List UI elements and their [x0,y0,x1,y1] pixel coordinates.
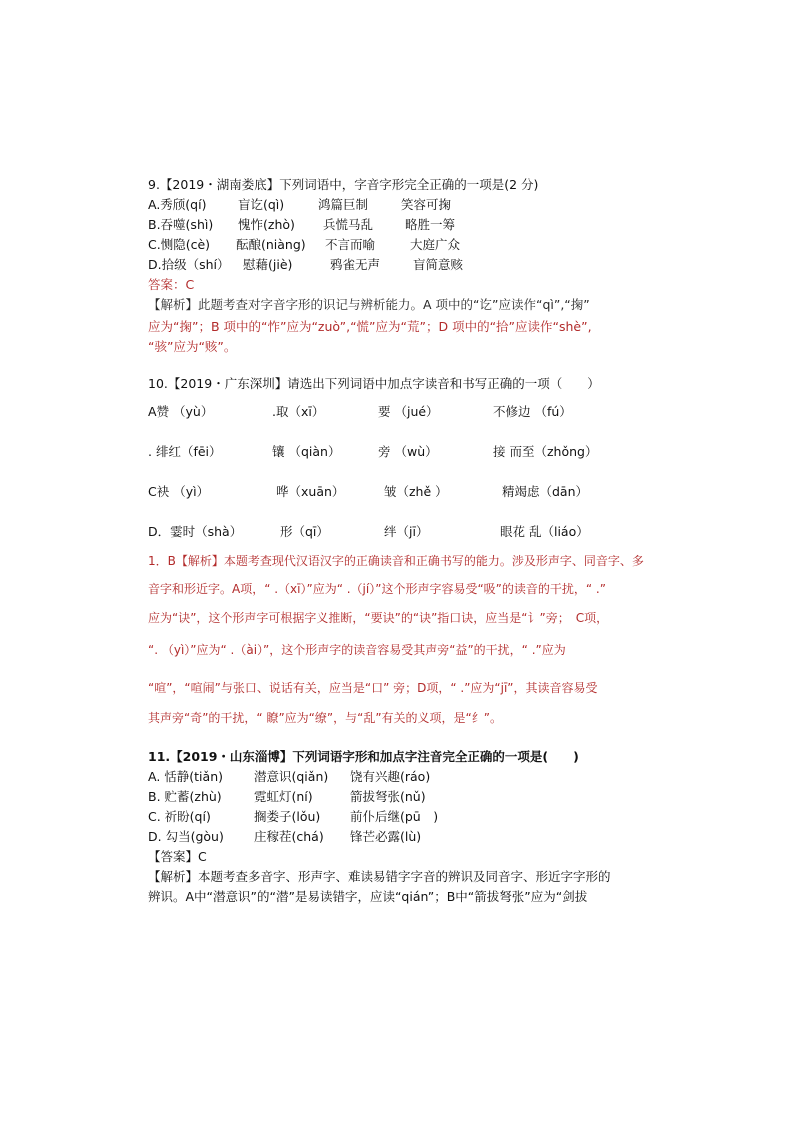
q10-title: 10.【2019・广东深圳】请选出下列词语中加点字读音和书写正确的一项（ ） [148,376,600,391]
q10-row-1-col-3: 要 （jué） [378,404,439,419]
q9-option-c-1: C.恻隐(cè) [148,237,211,252]
q10-row-2-col-1: . 绯红（fēi） [148,444,222,459]
q10-row-1-col-2: .取（xī） [272,404,325,419]
q10-analysis-line-3: 应为“诀”，这个形声字可根据字义推断，“要诀”的“诀”指口诀，应当是“讠”旁； C项， [148,611,609,625]
q10-row-2-col-3: 旁 （wù） [378,444,438,459]
q9-option-b-1: B.吞噬(shì) [148,217,214,232]
q10-analysis-line-2: 音字和形近字。A项，“ .（xī）”应为“ .（jí）”这个形声字容易受“吸”的读音的干扰，“ .” [148,582,606,596]
q9-option-a-3: 鸿篇巨制 [318,197,369,212]
q9-analysis-line-2: 应为“掬”；B 项中的“怍”应为“zuò”,“慌”应为“荒”；D 项中的“拾”应读作“shè”, [148,319,592,334]
q9-analysis-line-3: “骇”应为“赅”。 [148,339,237,354]
q9-option-b-3: 兵慌马乱 [323,217,374,232]
q10-row-2-col-4: 接 而至（zhǒng） [493,444,598,459]
q9-title: 9.【2019・湖南娄底】下列词语中，字音字形完全正确的一项是(2 分) [148,177,539,192]
q9-answer: 答案：C [148,277,195,292]
q10-row-4-col-3: 绊（jī） [384,524,429,539]
q11-analysis-line-2: 辨识。A中“潜意识”的“潜”是易读错字，应读“qián”；B中“箭拔弩张”应为“剑拔 [148,889,588,904]
q9-option-c-4: 大庭广众 [410,237,461,252]
q10-row-4-col-1: D．霎时（shà） [148,524,243,539]
q11-title: 11.【2019・山东淄博】下列词语字形和加点字注音完全正确的一项是( ) [148,749,579,764]
q9-option-b-2: 愧怍(zhò) [238,217,295,232]
q11-option-c-3: 前仆后继(pū ) [350,809,439,824]
q9-option-a-1: A.秀颀(qí) [148,197,207,212]
q9-option-d-1: D.拾级（shí） [148,257,230,272]
q10-row-3-col-2: 哗（xuān） [276,484,345,499]
q11-option-c-2: 搁娄子(lǒu) [254,809,321,824]
q10-analysis-line-6: 其声旁“奇”的干扰，“ 瞭”应为“缭”，与“乱”有关的义项，是“纟”。 [148,711,502,725]
q11-analysis-line-1: 【解析】本题考查多音字、形声字、难读易错字字音的辨识及同音字、形近字字形的 [148,869,611,884]
q10-analysis-line-1: 1．B【解析】本题考查现代汉语汉字的正确读音和正确书写的能力。涉及形声字、同音字、多 [148,554,644,568]
q10-row-1-col-1: A赞 （yù） [148,404,214,419]
q10-analysis-line-4: “. （yì）”应为“ .（ài）”，这个形声字的读音容易受其声旁“益”的干扰，“ .”应为 [148,643,566,657]
q11-option-b-1: B. 贮蓄(zhù) [148,789,222,804]
q9-option-d-3: 鸦雀无声 [330,257,381,272]
q10-row-3-col-1: C袂 （yì） [148,484,210,499]
q10-row-4-col-2: 形（qī） [280,524,329,539]
q10-row-1-col-4: 不修边 （fú） [493,404,572,419]
q10-row-4-col-4: 眼花 乱（liáo） [500,524,589,539]
q10-row-3-col-3: 皱（zhě ） [384,484,448,499]
q11-option-b-2: 霓虹灯(ní) [254,789,313,804]
q10-row-3-col-4: 精竭虑（dān） [502,484,589,499]
q9-option-b-4: 略胜一筹 [405,217,456,232]
q11-option-a-3: 饶有兴趣(ráo) [350,769,431,784]
q11-option-d-2: 庄稼茬(chá) [254,829,324,844]
q10-row-2-col-2: 镶 （qiàn） [272,444,341,459]
q9-option-c-3: 不言而喻 [325,237,376,252]
q9-analysis-line-1: 【解析】此题考查对字音字形的识记与辨析能力。A 项中的“讫”应读作“qì”,“掬” [148,297,590,312]
q9-option-a-4: 笑容可掬 [401,197,452,212]
q11-answer: 【答案】C [148,849,207,864]
q9-option-a-2: 盲讫(qì) [238,197,285,212]
q11-option-d-3: 锋芒必露(lù) [350,829,422,844]
q11-option-c-1: C. 祈盼(qí) [148,809,211,824]
q11-option-b-3: 箭拔弩张(nǔ) [350,789,426,804]
q10-analysis-line-5: “喧”，“喧闹”与张口、说话有关，应当是“口” 旁；D项，“ .”应为“jī”，其读音容易受 [148,681,598,695]
q11-option-d-1: D. 勾当(gòu) [148,829,224,844]
q9-option-d-4: 盲简意赅 [413,257,464,272]
q11-option-a-1: A. 恬静(tiǎn) [148,769,223,784]
q9-option-c-2: 酝酿(niàng) [236,237,306,252]
q9-option-d-2: 慰藉(jiè) [243,257,293,272]
q11-option-a-2: 潜意识(qiǎn) [254,769,329,784]
